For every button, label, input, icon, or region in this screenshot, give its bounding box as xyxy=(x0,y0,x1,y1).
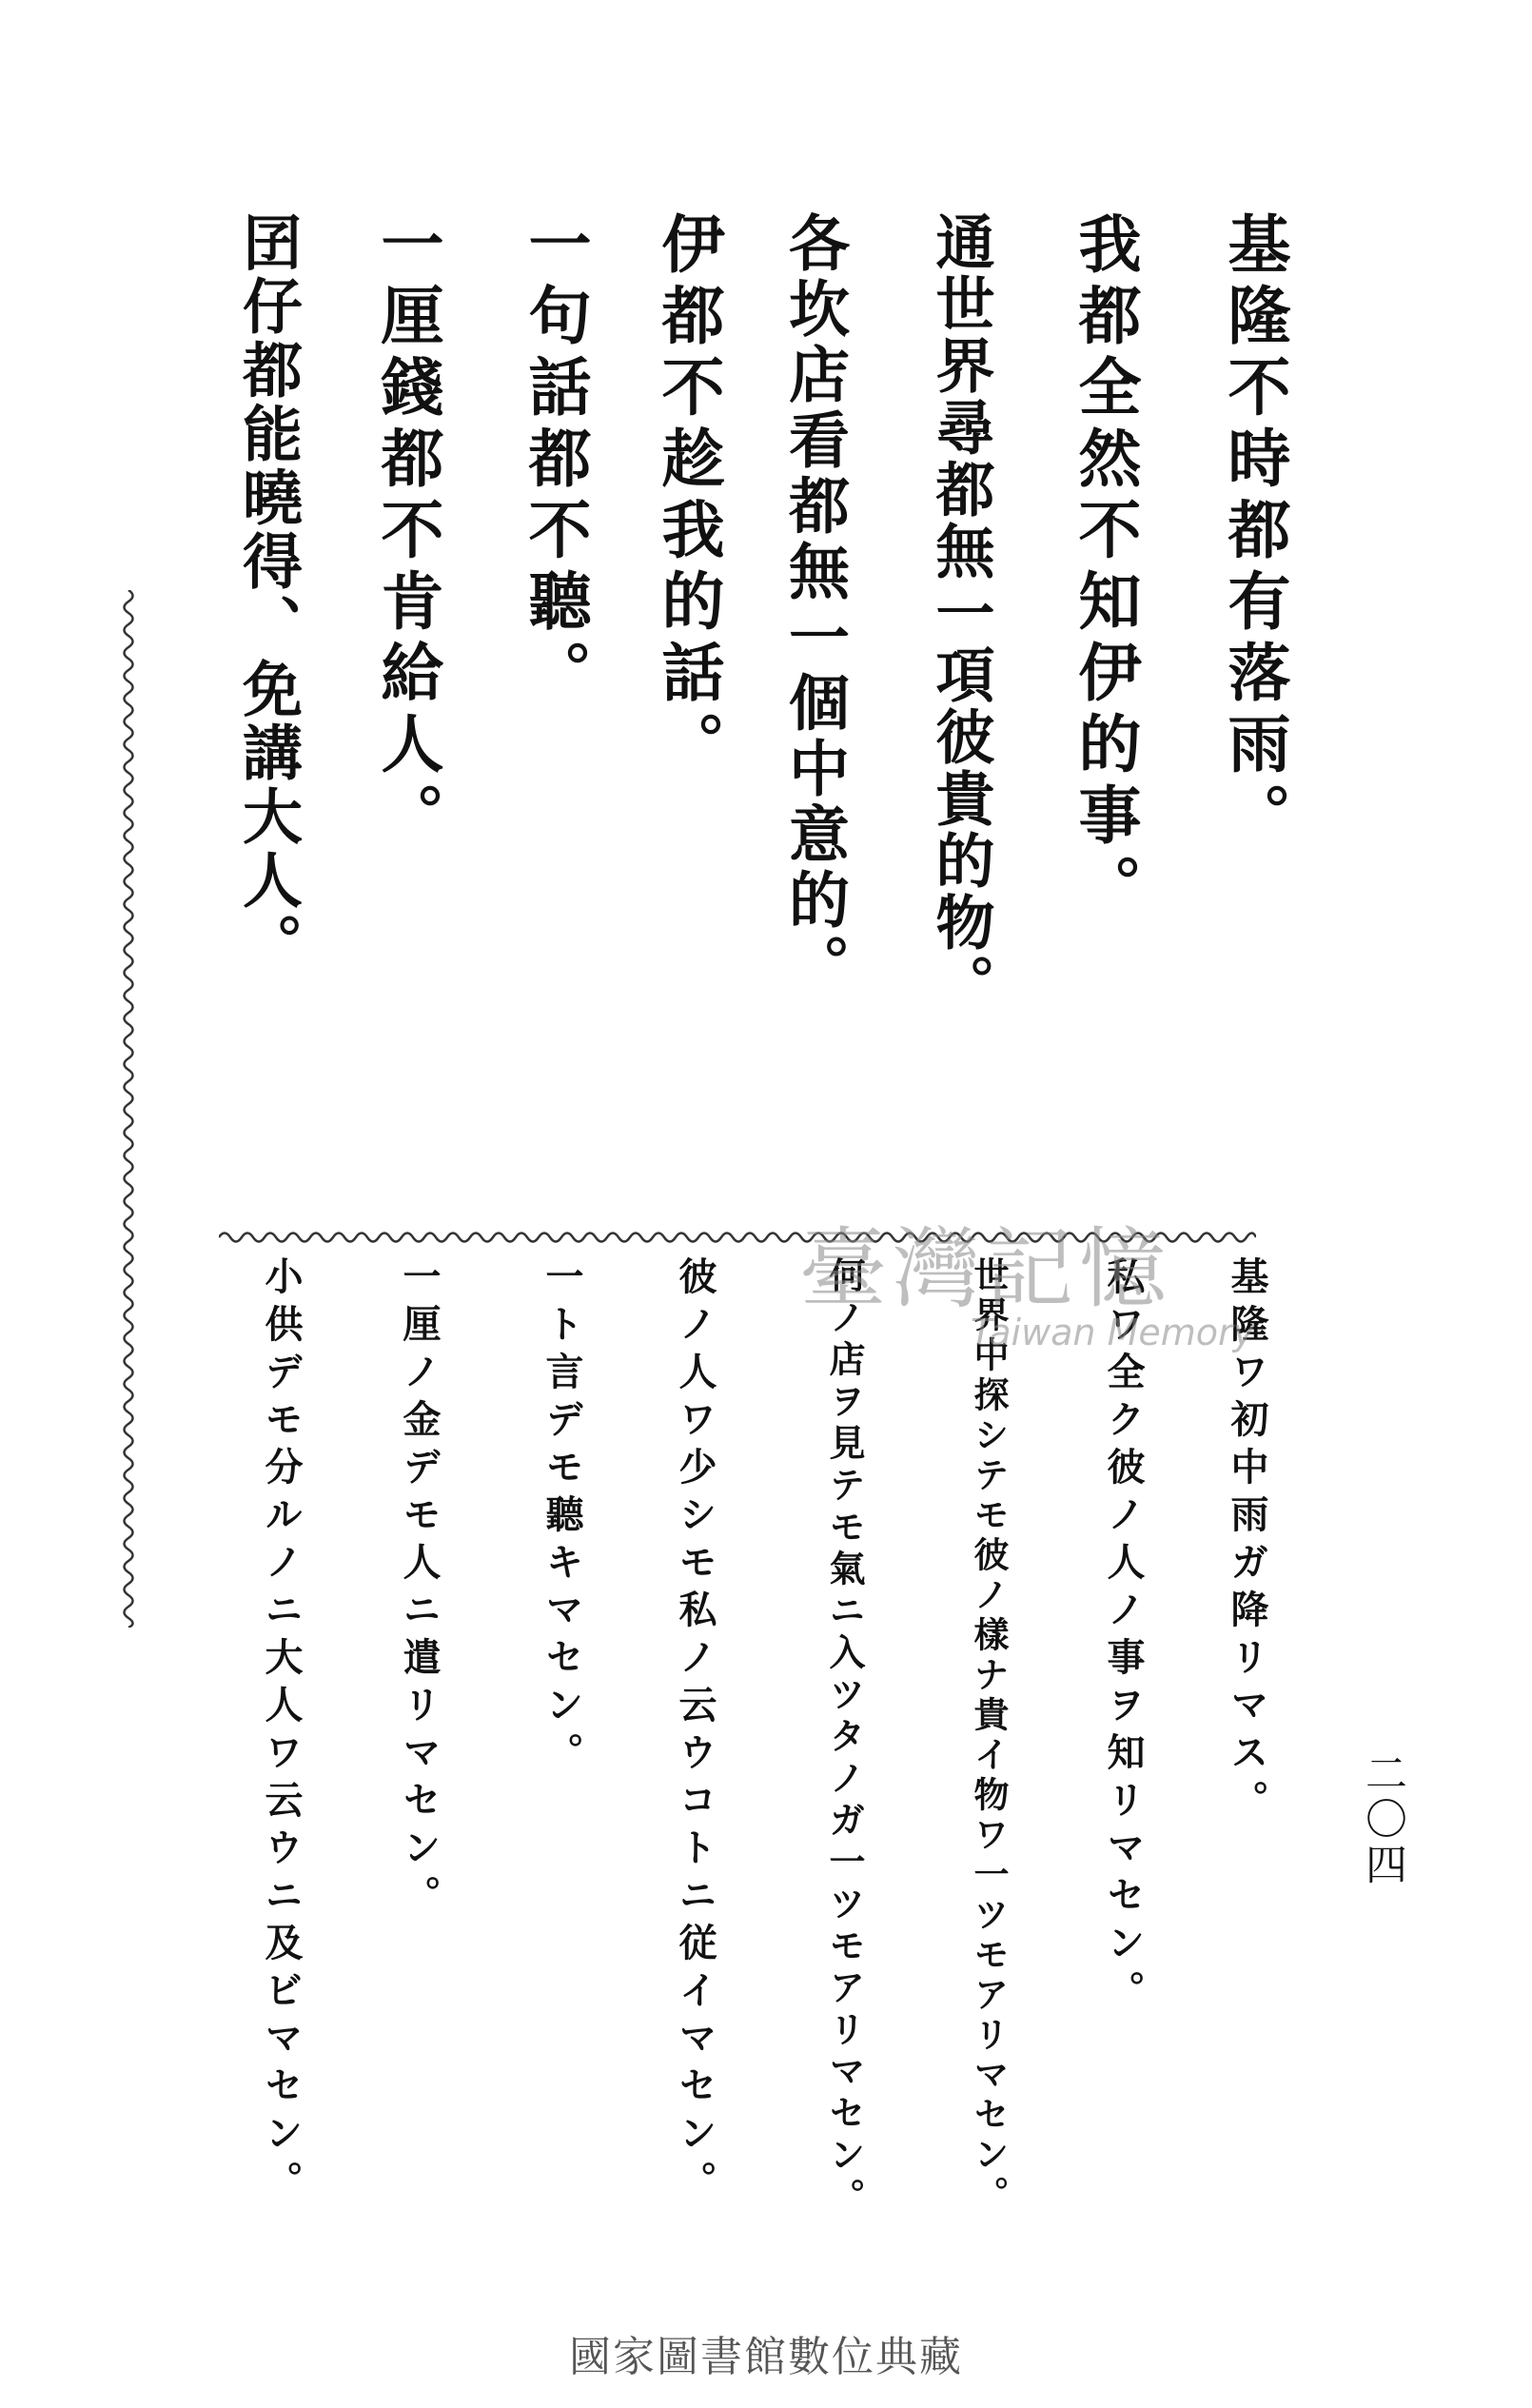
page-number: 二〇四 xyxy=(1358,1751,1406,1888)
watermark-title: 臺灣記憶 xyxy=(799,1218,1173,1320)
horizontal-wave-divider xyxy=(219,1226,1256,1249)
taiwanese-line-2: 我都全然不知伊的事。 xyxy=(1068,211,1142,925)
japanese-line-5: 彼ノ人ワ少シモ私ノ云ウコトニ従イマセン。 xyxy=(673,1256,717,2208)
taiwanese-line-3: 通世界尋都無一項彼貴的物。 xyxy=(926,211,995,1016)
vertical-wave-divider xyxy=(114,590,143,1628)
taiwanese-line-5: 伊都不趁我的話。 xyxy=(651,211,725,782)
watermark-subtitle: Taiwan Memory xyxy=(971,1312,1255,1353)
japanese-line-3: 世界中探シテモ彼ノ樣ナ貴イ物ワ一ツモアリマセン。 xyxy=(968,1256,1010,2216)
taiwanese-line-4: 各坎店看都無一個中意的。 xyxy=(778,211,850,999)
japanese-line-7: 一厘ノ金デモ人ニ遣リマセン。 xyxy=(397,1256,442,1923)
footer-credit: 國家圖書館數位典藏 xyxy=(569,2333,963,2381)
japanese-line-8: 小供デモ分ルノニ大人ワ云ウニ及ビマセン。 xyxy=(259,1256,304,2208)
japanese-line-4: 何ノ店ヲ見テモ氣ニ入ツタノガ一ツモアリマセン。 xyxy=(823,1256,866,2220)
japanese-line-1: 基隆ワ初中雨ガ降リマス。 xyxy=(1225,1256,1269,1827)
taiwanese-line-1: 基隆不時都有落雨。 xyxy=(1217,211,1291,854)
taiwanese-line-8: 囝仔都能曉得、免講大人。 xyxy=(233,211,304,977)
taiwanese-line-7: 一厘錢都不肯給人。 xyxy=(370,211,444,854)
japanese-line-2: 私ワ全ク彼ノ人ノ事ヲ知リマセン。 xyxy=(1101,1256,1146,2018)
japanese-line-6: 一ト言デモ聽キマセン。 xyxy=(540,1256,584,1780)
taiwanese-line-6: 一句話都不聽。 xyxy=(518,211,592,711)
